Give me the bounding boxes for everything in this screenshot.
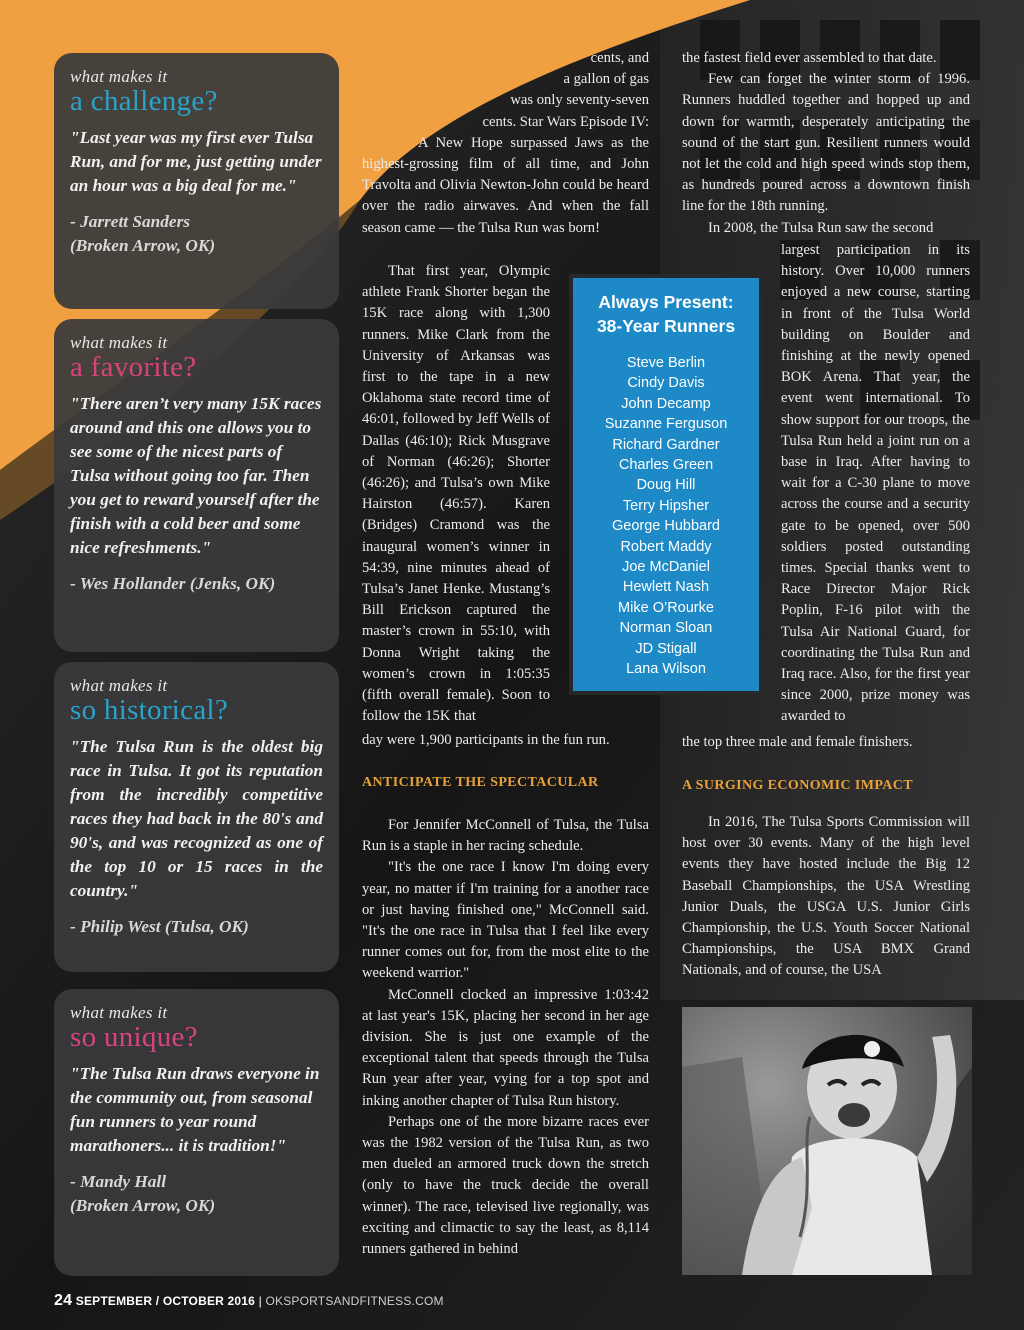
text-line: cents. Star Wars Episode IV: — [482, 113, 649, 130]
quote-text: "Last year was my first ever Tulsa Run, and for me, just getting under an hour was a big deal for me." — [70, 128, 322, 195]
list-item: Hewlett Nash — [622, 579, 710, 596]
article-column-middle-wide — [362, 730, 649, 751]
paragraph: day were 1,900 participants in the fun run. — [362, 732, 610, 748]
sidebar-title-line2: 38-Year Runners — [596, 316, 736, 336]
text-line: cents, and — [590, 50, 649, 66]
quote-box-favorite — [54, 319, 339, 652]
sidebar-box — [569, 274, 763, 695]
list-item: Terry Hipsher — [622, 497, 710, 514]
quote-box-challenge — [54, 53, 339, 309]
article-column-right-narrow — [781, 240, 970, 728]
runner-photo-image — [682, 1007, 972, 1275]
article-column-right-bottom — [682, 812, 970, 982]
list-item: Richard Gardner — [612, 436, 720, 453]
paragraph: McConnell clocked an impressive 1:03:42 at last year's 15K, placing her second in her age division. She is just one example of the exceptional talent that speeds through the Tulsa Run year after year, vying for a top spot and inking another chapter of Tulsa Run history. — [362, 986, 649, 1109]
quote-box-unique — [54, 989, 339, 1276]
article-column-middle-top — [362, 48, 649, 239]
article-column-right-top — [682, 48, 970, 239]
list-item: Cindy Davis — [627, 375, 705, 392]
quote-text: "There aren’t very many 15K races around and this one allows you to see some of the nicest parts of Tulsa without going too far. Then you get to reward yourself after the finish with a cold beer and some nice refreshments." — [70, 394, 322, 557]
quote-heading: so historical? — [70, 694, 229, 726]
quote-byline: - Wes Hollander (Jenks, OK) — [70, 574, 276, 593]
quote-heading: a favorite? — [70, 351, 197, 383]
sidebar-title-line1: Always Present: — [598, 292, 734, 312]
runner-list — [573, 353, 759, 680]
list-item: JD Stigall — [635, 640, 697, 657]
quote-byline: - Philip West (Tulsa, OK) — [70, 917, 249, 936]
quote-text: "The Tulsa Run draws everyone in the community out, from seasonal fun runners to year round marathoners... it is tradition!" — [70, 1064, 320, 1155]
website-url: OKSPORTSANDFITNESS.COM — [265, 1294, 444, 1308]
paragraph: In 2008, the Tulsa Run saw the second — [708, 219, 934, 236]
paragraph: For Jennifer McConnell of Tulsa, the Tulsa Run is a staple in her racing schedule. — [362, 817, 649, 855]
paragraph: "It's the one race I know I'm doing every year, no matter if I'm training for a another race or just having finished one," McConnell said. "It's the one race in Tulsa that I feel like every runner comes out for, from the most elite to the weekend warrior." — [362, 859, 649, 982]
quote-text: "The Tulsa Run is the oldest big race in Tulsa. It got its reputation from the incredibly competitive races they had back in the 80's and 90's, and was recognized as one of the top 10 or 15 races in the country." — [70, 737, 323, 900]
paragraph: Few can forget the winter storm of 1996. Runners huddled together and hopped up and down for warmth, desperately anticipating the sound of the start gun. Resilient runners would not let the cold and high speed winds stop them, as hundreds poured across a downtown finish line for the 18th running. — [682, 71, 970, 215]
footer-separator: | — [258, 1294, 262, 1308]
paragraph: the top three male and female finishers. — [682, 734, 913, 750]
text-line: a gallon of gas — [563, 71, 649, 88]
quote-kicker: what makes it — [70, 333, 168, 352]
text-line: was only seventy-seven — [510, 92, 649, 109]
quote-kicker: what makes it — [70, 676, 168, 695]
quote-byline: - Jarrett Sanders (Broken Arrow, OK) — [70, 212, 216, 255]
paragraph: Perhaps one of the more bizarre races ever was the 1982 version of the Tulsa Run, as two men dueled an armored truck down the stretch (only to have the truck decide the overall winner). The race, televised live regionally, was exciting and climactic to say the least, as 8,114 runners gathered in behind — [362, 1113, 649, 1258]
article-column-middle-bottom — [362, 815, 649, 1260]
paragraph: In 2016, The Tulsa Sports Commission will host over 30 events. Many of the high level events they have hosted include the Big 12 Baseball Championships, the USA Wrestling Junior Duals, the USGA U.S. Junior Girls Championship, the U.S. Youth Soccer National Championships, the USA BMX Grand Nationals, and of course, the USA — [682, 814, 970, 979]
paragraph: the fastest field ever assembled to that date. — [682, 50, 937, 66]
article-column-middle-narrow — [362, 261, 550, 727]
quote-heading: a challenge? — [70, 85, 218, 117]
issue-date: SEPTEMBER / OCTOBER 2016 — [75, 1294, 256, 1308]
list-item: George Hubbard — [611, 518, 720, 535]
paragraph: largest participation in its history. Over 10,000 runners enjoyed a new course, starting in front of the Tulsa World building on Boulder and finishing at the newly opened BOK Arena. That year, the event went international. To show support for our troops, the Tulsa Run held a joint run on a base in Iraq. After having to wait for a C-30 plane to move across the course and a security gate to be opened, over 500 soldiers posted outstanding times. Special thanks went to Race Director Major Rick Poplin, F-16 pilot with the Tulsa Air National Guard, for coordinating the Tulsa Run and Iraq race. Also, for the first year since 2000, prize money was awarded to — [781, 242, 970, 725]
quote-heading: so unique? — [70, 1021, 198, 1053]
list-item: Charles Green — [618, 457, 714, 474]
list-item: Mike O’Rourke — [618, 599, 714, 616]
list-item: Norman Sloan — [619, 620, 713, 637]
list-item: Joe McDaniel — [622, 559, 710, 576]
quote-kicker: what makes it — [70, 67, 168, 86]
list-item: Steve Berlin — [626, 355, 706, 371]
quote-kicker: what makes it — [70, 1003, 168, 1022]
list-item: John Decamp — [621, 395, 711, 412]
article-column-right-mid — [682, 732, 970, 753]
page-number: 24 — [54, 1292, 73, 1309]
list-item: Doug Hill — [636, 477, 696, 494]
paragraph: That first year, Olympic athlete Frank Shorter began the 15K race along with 1,300 runners. Mike Clark from the University of Arkansas was first to the tape in a new Oklahoma state record time of 46:01, followed by Jeff Wells of Dallas (46:10); Rick Musgrave of Norman (46:26); Shorter (46:26); and Tulsa’s own Mike Hairston (46:57). Karen (Bridges) Cramond was the inaugural women’s winner in 54:39, nine minutes ahead of Tulsa’s Janet Henke. Mustang’s Bill Erickson captured the master’s crown in 55:10, with Donna Wright taking the women’s crown in 1:05:35 (fifth overall female). Soon to follow the 15K that — [362, 263, 550, 725]
list-item: Suzanne Ferguson — [604, 416, 728, 433]
list-item: Robert Maddy — [620, 538, 712, 555]
paragraph: A New Hope surpassed Jaws as the highest-grossing film of all time, and John Travolta and Olivia Newton-John could be heard over the radio airwaves. And when the fall season came — the Tulsa Run was born! — [362, 134, 649, 236]
quote-box-historical — [54, 662, 339, 972]
section-heading: A SURGING ECONOMIC IMPACT — [682, 778, 914, 793]
page-footer — [54, 1292, 444, 1310]
quote-byline: - Mandy Hall (Broken Arrow, OK) — [70, 1172, 216, 1215]
section-heading: ANTICIPATE THE SPECTACULAR — [362, 775, 599, 790]
runner-photo — [682, 1007, 972, 1275]
list-item: Lana Wilson — [626, 661, 706, 678]
